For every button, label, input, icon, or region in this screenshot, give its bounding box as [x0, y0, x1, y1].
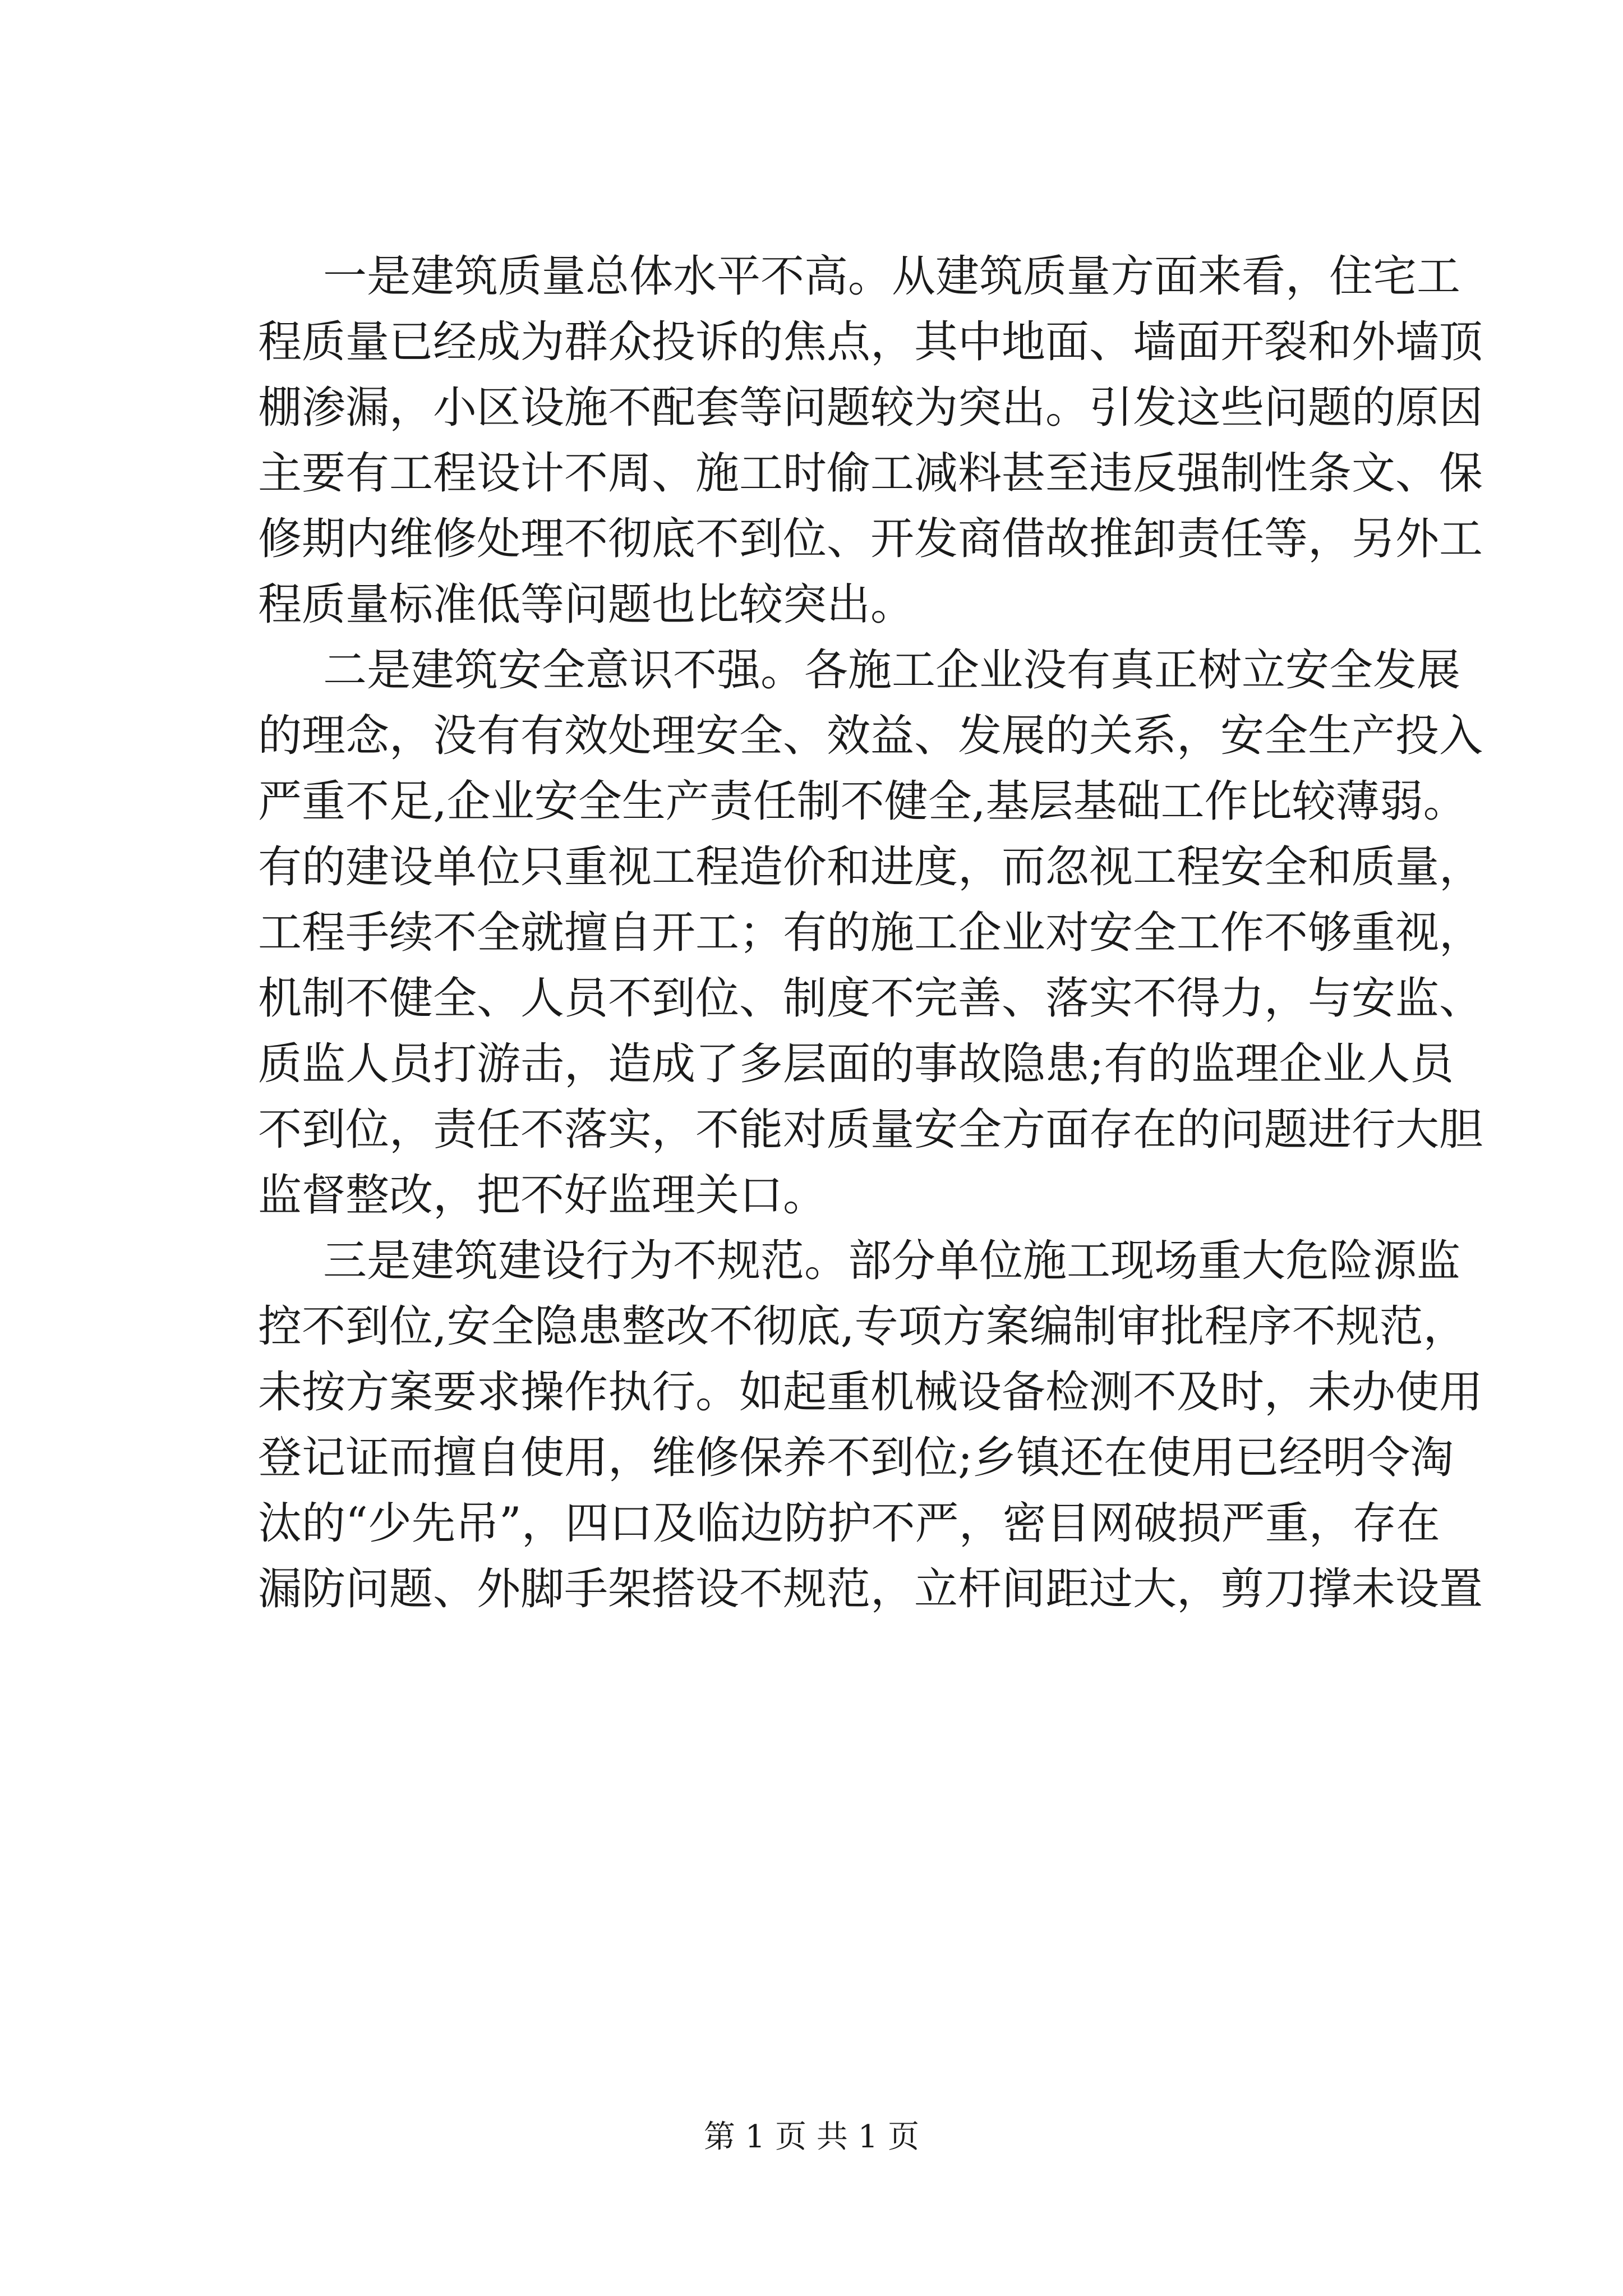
paragraph-line: 程质量已经成为群众投诉的焦点，其中地面、墙面开裂和外墙顶: [258, 317, 1483, 367]
page-number-footer: 第 1 页 共 1 页: [703, 2119, 920, 2155]
paragraph-line: 严重不足,企业安全生产责任制不健全,基层基础工作比较薄弱。: [258, 776, 1467, 827]
paragraph-1: [258, 244, 1483, 638]
paragraph-line: 登记证而擅自使用，维修保养不到位;乡镇还在使用已经明令淘: [258, 1433, 1454, 1483]
paragraph-2: [258, 638, 1483, 1228]
paragraph-line: 修期内维修处理不彻底不到位、开发商借故推卸责任等，另外工: [258, 514, 1483, 564]
paragraph-line: 漏防问题、外脚手架搭设不规范，立杆间距过大，剪刀撑未设置: [258, 1564, 1483, 1614]
paragraph-line: 未按方案要求操作执行。如起重机械设备检测不及时，未办使用: [258, 1367, 1483, 1418]
paragraph-line: 棚渗漏，小区设施不配套等问题较为突出。引发这些问题的原因: [258, 383, 1483, 433]
paragraph-line: 监督整改，把不好监理关口。: [258, 1170, 827, 1221]
paragraph-3: [258, 1228, 1483, 1622]
paragraph-line: 三是建筑建设行为不规范。部分单位施工现场重大危险源监: [323, 1236, 1461, 1286]
paragraph-line: 的理念，没有有效处理安全、效益、发展的关系，安全生产投入: [258, 711, 1483, 761]
paragraph-line: 工程手续不全就擅自开工；有的施工企业对安全工作不够重视，: [258, 908, 1483, 958]
paragraph-line: 机制不健全、人员不到位、制度不完善、落实不得力，与安监、: [258, 973, 1483, 1024]
paragraph-line: 程质量标准低等问题也比较突出。: [258, 579, 915, 630]
paragraph-line: 有的建设单位只重视工程造价和进度，而忽视工程安全和质量，: [258, 842, 1483, 892]
paragraph-line: 一是建筑质量总体水平不高。从建筑质量方面来看，住宅工: [323, 251, 1461, 302]
paragraph-line: 质监人员打游击，造成了多层面的事故隐患;有的监理企业人员: [258, 1039, 1454, 1089]
paragraph-line: 主要有工程设计不周、施工时偷工减料甚至违反强制性条文、保: [258, 448, 1483, 499]
paragraph-line: 不到位，责任不落实，不能对质量安全方面存在的问题进行大胆: [258, 1105, 1483, 1155]
paragraph-line: 汰的“少先吊”，四口及临边防护不严，密目网破损严重，存在: [258, 1498, 1440, 1549]
paragraph-line: 控不到位,安全隐患整改不彻底,专项方案编制审批程序不规范，: [258, 1301, 1467, 1352]
document-body: [258, 244, 1483, 1622]
paragraph-line: 二是建筑安全意识不强。各施工企业没有真正树立安全发展: [323, 645, 1461, 696]
